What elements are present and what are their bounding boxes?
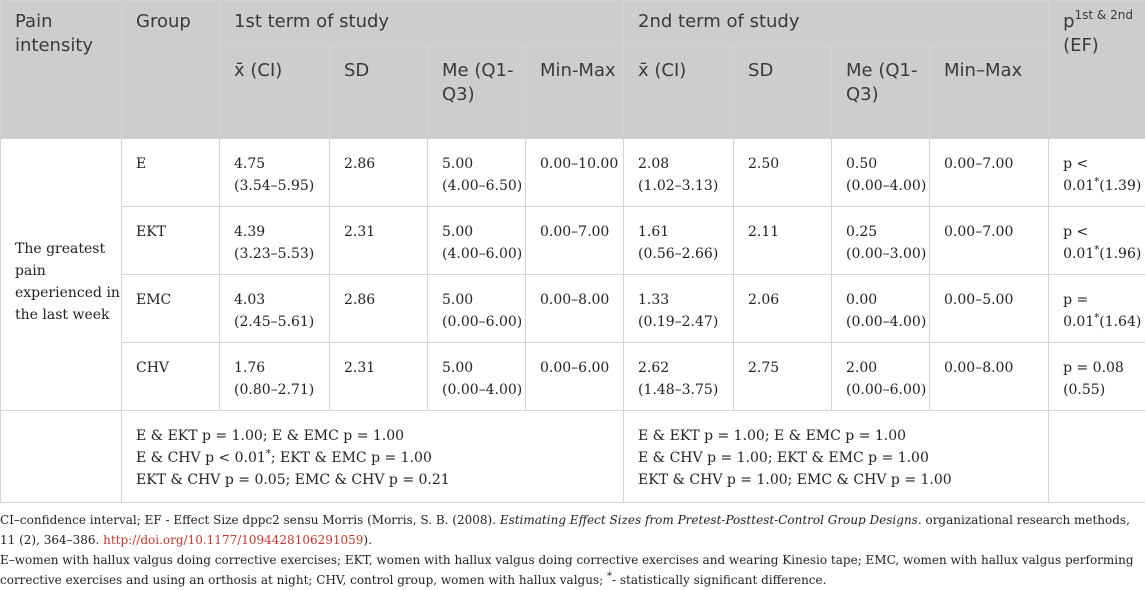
comparison-line: ; EKT & EMC p = 1.00	[270, 450, 432, 466]
note-text: . organizational research methods, 11 (2), 364–386.	[0, 513, 1130, 547]
comparison-line: E & CHV p < 0.01	[136, 450, 266, 466]
p-line1: p =	[1063, 292, 1089, 308]
significance-mark: *	[1094, 244, 1100, 256]
p-line1: p <	[1063, 224, 1089, 240]
t1-mean: 1.76	[234, 360, 266, 376]
header-group: Group	[122, 1, 220, 139]
t1-sd-cell: 2.31	[330, 207, 428, 275]
t1-mean: 4.03	[234, 292, 266, 308]
term2-comparisons	[624, 411, 1049, 503]
header-t1-mean: x̄ (CI)	[220, 47, 330, 139]
p-line2: 0.01	[1063, 314, 1095, 330]
comparison-line: E & CHV p = 1.00; EKT & EMC p = 1.00	[638, 450, 929, 466]
t2-mean: 2.08	[638, 156, 670, 172]
t2-iqr: (0.00–4.00)	[846, 314, 927, 330]
p-ef: (1.64)	[1099, 314, 1142, 330]
table-row	[1, 343, 1145, 411]
note-text: - statistically significant difference.	[611, 573, 827, 587]
table-row	[1, 207, 1145, 275]
header-t2-median: Me (Q1-Q3)	[832, 47, 930, 139]
t1-iqr: (0.00–6.00)	[442, 314, 523, 330]
t2-sd-cell: 2.11	[734, 207, 832, 275]
t2-sd-cell: 2.75	[734, 343, 832, 411]
t1-median-cell	[428, 139, 526, 207]
t2-range-cell: 0.00–7.00	[930, 207, 1049, 275]
t2-ci: (1.48–3.75)	[638, 382, 719, 398]
t1-mean: 4.75	[234, 156, 266, 172]
t2-ci: (1.02–3.13)	[638, 178, 719, 194]
empty-cell	[1, 411, 122, 503]
t1-mean-cell	[220, 139, 330, 207]
group-cell: EKT	[122, 207, 220, 275]
t1-mean-cell	[220, 275, 330, 343]
row-label: The greatest pain experienced in the last week	[15, 240, 120, 323]
t2-median: 0.25	[846, 224, 878, 240]
p-line1: p = 0.08	[1063, 360, 1124, 376]
header-t1-median: Me (Q1-Q3)	[428, 47, 526, 139]
significance-mark: *	[1094, 176, 1100, 188]
header-pain-intensity: Pain intensity	[1, 1, 122, 139]
t2-iqr: (0.00–6.00)	[846, 382, 927, 398]
t2-median-cell	[832, 207, 930, 275]
empty-cell	[1049, 411, 1145, 503]
t2-range-cell: 0.00–7.00	[930, 139, 1049, 207]
t1-mean-cell	[220, 343, 330, 411]
t2-iqr: (0.00–4.00)	[846, 178, 927, 194]
table-row	[1, 275, 1145, 343]
header-t2-sd: SD	[734, 47, 832, 139]
t2-median: 2.00	[846, 360, 878, 376]
t2-mean-cell	[624, 207, 734, 275]
p-ef: (1.96)	[1099, 246, 1142, 262]
note-title: Estimating Effect Sizes from Pretest-Posttest-Control Group Designs	[499, 513, 918, 527]
t1-iqr: (4.00–6.50)	[442, 178, 523, 194]
comparison-line: EKT & CHV p = 0.05; EMC & CHV p = 0.21	[136, 472, 450, 488]
significance-mark: *	[606, 571, 612, 582]
t1-median: 5.00	[442, 224, 474, 240]
header-t1-sd: SD	[330, 47, 428, 139]
t2-iqr: (0.00–3.00)	[846, 246, 927, 262]
t2-sd-cell: 2.06	[734, 275, 832, 343]
header-p-value	[1049, 1, 1145, 139]
t2-mean: 2.62	[638, 360, 670, 376]
t1-ci: (0.80–2.71)	[234, 382, 315, 398]
p-value-cell	[1049, 207, 1145, 275]
note-text: CI–confidence interval; EF - Effect Size dppc2 sensu Morris (Morris, S. B. (2008).	[0, 513, 500, 527]
t1-mean: 4.39	[234, 224, 266, 240]
t2-median-cell	[832, 343, 930, 411]
table-footnotes	[0, 510, 1140, 590]
group-cell: EMC	[122, 275, 220, 343]
t1-range-cell: 0.00–10.00	[526, 139, 624, 207]
doi-link[interactable]: http://doi.org/10.1177/1094428106291059	[103, 533, 364, 547]
t1-median-cell	[428, 207, 526, 275]
t1-median-cell	[428, 343, 526, 411]
comparison-line: E & EKT p = 1.00; E & EMC p = 1.00	[136, 428, 405, 444]
comparison-row	[1, 411, 1145, 503]
note-text: ).	[363, 533, 372, 547]
row-label-cell	[1, 139, 122, 411]
t2-sd-cell: 2.50	[734, 139, 832, 207]
t1-median: 5.00	[442, 156, 474, 172]
header-term2: 2nd term of study	[624, 1, 1049, 47]
p-line1: p <	[1063, 156, 1089, 172]
p-line2: 0.01	[1063, 246, 1095, 262]
t2-ci: (0.19–2.47)	[638, 314, 719, 330]
p-ef: (1.39)	[1099, 178, 1142, 194]
p-value-cell	[1049, 275, 1145, 343]
p-line2: (0.55)	[1063, 382, 1106, 398]
t1-iqr: (4.00–6.00)	[442, 246, 523, 262]
t1-ci: (3.23–5.53)	[234, 246, 315, 262]
comparison-line: EKT & CHV p = 1.00; EMC & CHV p = 1.00	[638, 472, 952, 488]
t1-iqr: (0.00–4.00)	[442, 382, 523, 398]
header-p-label: p	[1063, 11, 1075, 32]
comparison-line: E & EKT p = 1.00; E & EMC p = 1.00	[638, 428, 907, 444]
t2-median: 0.50	[846, 156, 878, 172]
significance-mark: *	[1094, 312, 1100, 324]
t2-mean-cell	[624, 343, 734, 411]
t1-ci: (3.54–5.95)	[234, 178, 315, 194]
t1-median: 5.00	[442, 360, 474, 376]
table-row	[1, 139, 1145, 207]
header-p-superscript: 1st & 2nd	[1074, 8, 1133, 22]
footnote-citation	[0, 510, 1140, 550]
significance-mark: *	[265, 448, 271, 460]
t1-sd-cell: 2.86	[330, 139, 428, 207]
term1-comparisons	[122, 411, 624, 503]
footnote-abbreviations	[0, 550, 1140, 590]
header-t1-range: Min-Max	[526, 47, 624, 139]
header-p-ef: (EF)	[1063, 35, 1099, 56]
header-t2-mean: x̄ (CI)	[624, 47, 734, 139]
t1-range-cell: 0.00–8.00	[526, 275, 624, 343]
p-line2: 0.01	[1063, 178, 1095, 194]
header-row-top	[1, 1, 1145, 47]
t1-sd-cell: 2.86	[330, 275, 428, 343]
t1-range-cell: 0.00–7.00	[526, 207, 624, 275]
t2-ci: (0.56–2.66)	[638, 246, 719, 262]
t1-median-cell	[428, 275, 526, 343]
group-cell: CHV	[122, 343, 220, 411]
t1-sd-cell: 2.31	[330, 343, 428, 411]
t1-mean-cell	[220, 207, 330, 275]
t2-range-cell: 0.00–8.00	[930, 343, 1049, 411]
t1-range-cell: 0.00–6.00	[526, 343, 624, 411]
t2-range-cell: 0.00–5.00	[930, 275, 1049, 343]
p-value-cell	[1049, 343, 1145, 411]
header-t2-range: Min–Max	[930, 47, 1049, 139]
t2-median: 0.00	[846, 292, 878, 308]
note-text: E–women with hallux valgus doing corrective exercises; EKT, women with hallux valgus doing corrective exercises and wearing Kinesio tape; EMC, women with hallux valgus performing corrective exercises and using an orthosis at night; CHV, control group, women with hallux valgus;	[0, 553, 1134, 587]
t2-median-cell	[832, 139, 930, 207]
t1-ci: (2.45–5.61)	[234, 314, 315, 330]
t2-mean: 1.61	[638, 224, 670, 240]
t1-median: 5.00	[442, 292, 474, 308]
t2-median-cell	[832, 275, 930, 343]
t2-mean-cell	[624, 275, 734, 343]
group-cell: E	[122, 139, 220, 207]
t2-mean-cell	[624, 139, 734, 207]
p-value-cell	[1049, 139, 1145, 207]
header-term1: 1st term of study	[220, 1, 624, 47]
t2-mean: 1.33	[638, 292, 670, 308]
